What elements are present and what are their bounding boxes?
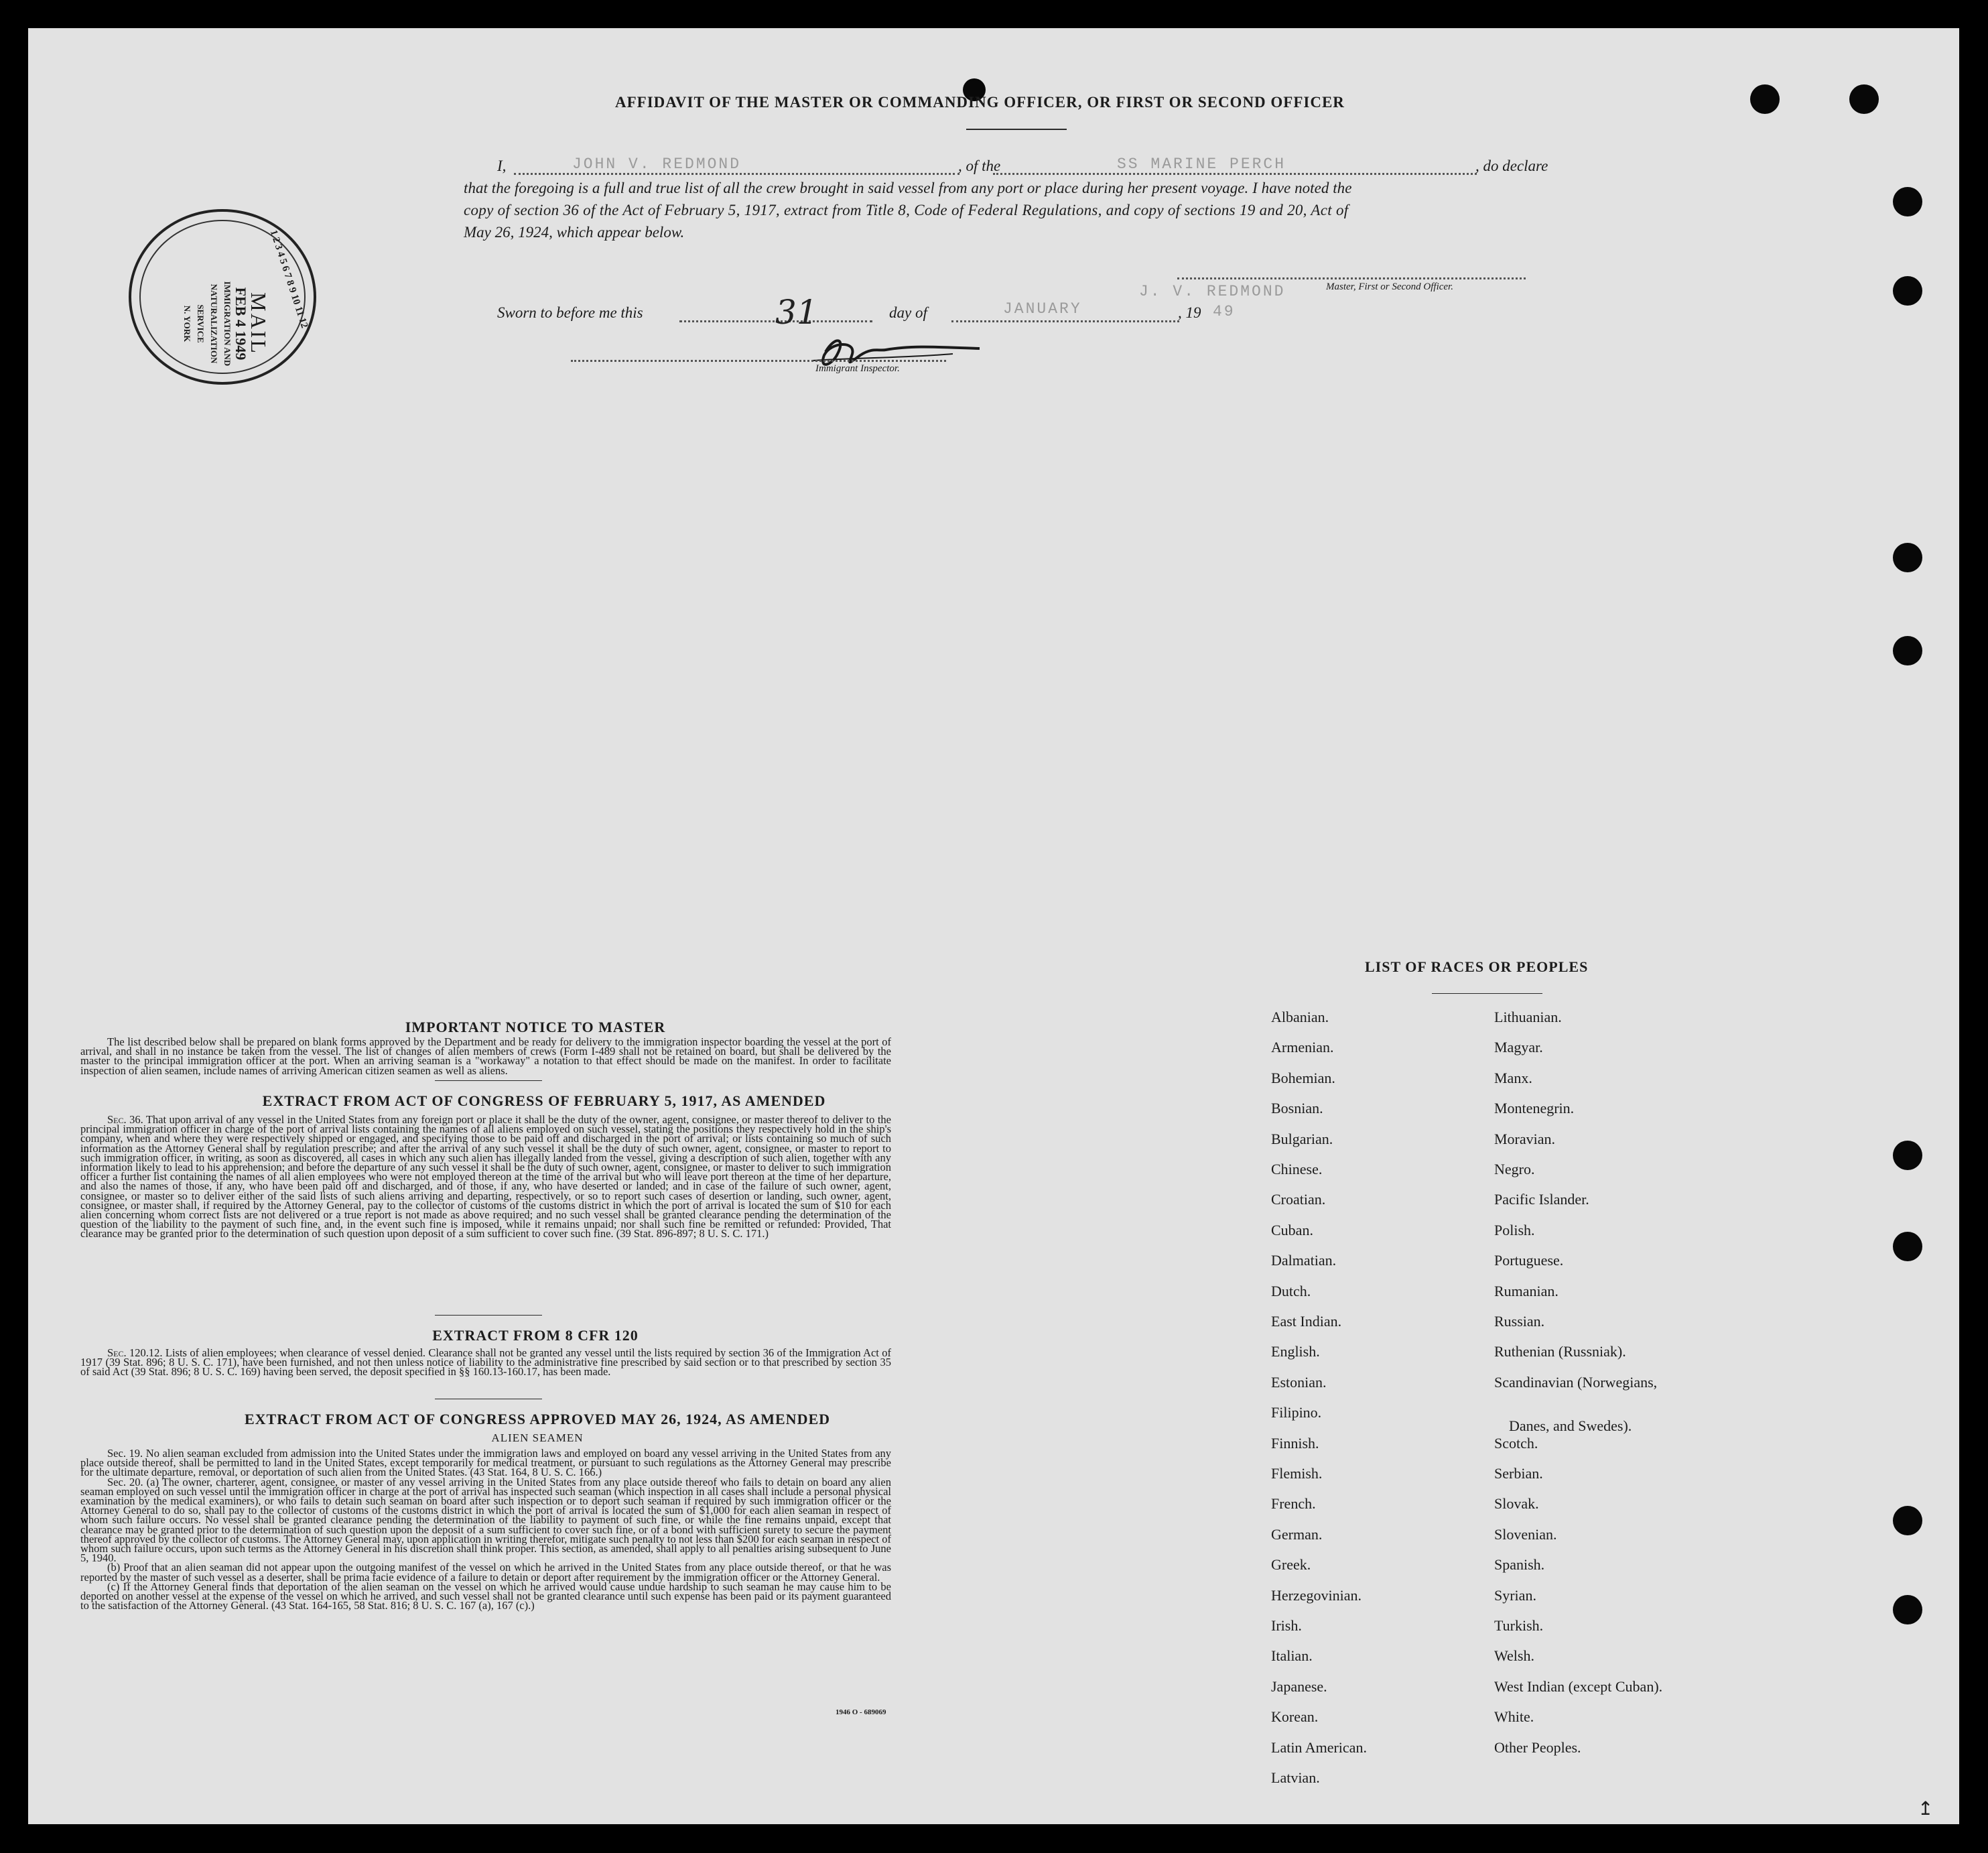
punch-hole [1849, 84, 1879, 114]
race-item: Scandinavian (Norwegians, [1494, 1373, 1658, 1391]
race-item: Albanian. [1271, 1009, 1329, 1025]
notice-text [80, 1037, 891, 1076]
race-item: Moravian. [1494, 1130, 1556, 1147]
title-underline [966, 129, 1067, 130]
affidavit-line-3: May 26, 1924, which appear below. [464, 224, 685, 241]
extract-1924-subtitle: ALIEN SEAMEN [491, 1431, 584, 1444]
race-item: Bulgarian. [1271, 1130, 1333, 1147]
document-page [28, 28, 1959, 1824]
race-item: Slovak. [1494, 1495, 1539, 1513]
race-item: Polish. [1494, 1221, 1535, 1238]
inspector-caption: Immigrant Inspector. [815, 363, 900, 374]
race-item: Finnish. [1271, 1434, 1319, 1452]
punch-hole [1893, 543, 1922, 572]
punch-hole [1893, 276, 1922, 306]
sec-120-text: Lists of alien employees; when clearance of vessel denied. Clearance shall not be granted any vessel until the lists required by section 36 of the Immigration Act of 1917 (39 Stat. 896; 8 U. S. C. 171), have been furnished, and not then unless notice of liability to the administrative fine prescribed by said section or to that prescribed by section 35 of said Act (39 Stat. 896; 8 U. S. C. 169) having been served, the deposit specified in §§ 160.13-160.17, has been made. [80, 1346, 892, 1379]
race-item: Slovenian. [1494, 1525, 1557, 1543]
race-item: Filipino. [1271, 1404, 1322, 1421]
extract-1917-text [80, 1115, 891, 1239]
race-item: Latvian. [1271, 1769, 1320, 1786]
extract-1917-title: EXTRACT FROM ACT OF CONGRESS OF FEBRUARY 5, 1917, AS AMENDED [262, 1092, 826, 1109]
races-underline [1432, 993, 1542, 994]
sworn-text: Sworn to before me this [497, 304, 643, 321]
sec-20a-paragraph: Sec. 20. (a) The owner, charterer, agent, consignee, or master of any vessel arriving in the United States from any place outside thereof who fails to detain on board any alien seaman employed on such vessel until the immigration officer in charge at the port of arrival has inspected such seaman (which inspection in all cases shall include a personal physical examination by the medical examiners), or who fails to detain such seaman on board after such inspection or to deport such seaman if required by such immigration officer or the Attorney General to do so, shall pay to the collector of customs of the customs district in which the port of arrival is located the sum of $1,000 for each alien seaman in respect of whom such failure occurs. No vessel shall be granted clearance pending the determination of the liability to payment of such fine, or while the fine remains unpaid, except that clearance may be granted prior to the determination of such question upon the deposit of a sum sufficient to cover such fine, or of a bond with sufficient surety to secure the payment thereof approved by the collector of customs. The Attorney General may, upon application in writing therefor, mitigate such penalty to not less than $200 for each seaman in respect of whom such failure occurs, upon such terms as the Attorney General in his discretion shall think proper. This section, as amended, shall apply to all penalties arising subsequent to June 5, 1940. [80, 1475, 891, 1565]
race-item: Irish. [1271, 1617, 1302, 1634]
punch-hole [1893, 1595, 1922, 1624]
race-item: Welsh. [1494, 1647, 1534, 1665]
race-item: Japanese. [1271, 1677, 1327, 1695]
race-item: French. [1271, 1495, 1316, 1513]
punch-hole [1893, 1232, 1922, 1261]
race-item: Other Peoples. [1494, 1738, 1581, 1756]
extract-1917-paragraph [80, 1115, 891, 1239]
notice-title: IMPORTANT NOTICE TO MASTER [405, 1019, 666, 1035]
race-item: Bosnian. [1271, 1100, 1323, 1117]
punch-hole [1893, 1141, 1922, 1170]
sworn-day: 31 [775, 293, 818, 332]
races-title: LIST OF RACES OR PEOPLES [1365, 958, 1589, 975]
stamp-ring-numbers: 1 2 3 4 5 6 7 8 9 10 11 12 [267, 229, 310, 330]
race-item: Chinese. [1271, 1161, 1323, 1177]
affidavit-line-2: copy of section 36 of the Act of February 5, 1917, extract from Title 8, Code of Federal Regulations, and copy of sections 19 and 20, Act of [464, 202, 1349, 218]
race-item: Negro. [1494, 1161, 1535, 1177]
race-item: Flemish. [1271, 1465, 1323, 1482]
punch-hole [1893, 636, 1922, 665]
race-item: Herzegovinian. [1271, 1586, 1362, 1604]
print-code: 1946 O - 689069 [836, 1708, 886, 1716]
race-item: Scotch. [1494, 1434, 1538, 1452]
race-item: Greek. [1271, 1556, 1311, 1574]
stamp-agency-2: NATURALIZATION [209, 283, 219, 364]
extract-1924-title: EXTRACT FROM ACT OF CONGRESS APPROVED MAY 26, 1924, AS AMENDED [244, 1411, 831, 1427]
year-prefix: , 19 [1178, 304, 1201, 321]
race-item: White. [1494, 1708, 1534, 1726]
sec-36-label: Sec. 36. [107, 1113, 143, 1126]
race-item: Armenian. [1271, 1039, 1334, 1056]
master-signature-line [1177, 277, 1526, 279]
sworn-month: JANUARY [1003, 300, 1082, 318]
vessel-name: SS MARINE PERCH [1117, 155, 1286, 173]
stamp-mail: MAIL [247, 292, 271, 355]
race-item: Rumanian. [1494, 1282, 1559, 1299]
race-item: Spanish. [1494, 1556, 1545, 1574]
stamp-agency-1: IMMIGRATION AND [222, 281, 233, 367]
stamp-agency-3: SERVICE [196, 304, 206, 343]
punch-hole [1893, 1506, 1922, 1535]
declare-prefix: I, [497, 157, 507, 174]
race-item: Bohemian. [1271, 1069, 1335, 1086]
sec-19-paragraph: Sec. 19. No alien seaman excluded from admission into the United States under the immigration laws and employed on board any vessel arriving in the United States from any place outside thereof, shall be permitted to land in the United States, except temporarily for medical treatment, or pursuant to such regulations as the Attorney General may prescribe for the ultimate departure, removal, or deportation of such alien from the United States. (43 Stat. 164, 8 U. S. C. 166.) [80, 1447, 891, 1479]
mail-stamp [129, 209, 316, 385]
race-item: Dalmatian. [1271, 1252, 1337, 1269]
race-item: Pacific Islander. [1494, 1191, 1589, 1208]
officer-name: JOHN V. REDMOND [572, 155, 742, 173]
race-item: Portuguese. [1494, 1252, 1564, 1269]
sec-20c-paragraph: (c) If the Attorney General finds that deportation of the alien seaman on the vessel on which he arrived would cause undue hardship to such seaman he may cause him to be deported on another vessel at the expense of the vessel on which he arrived, and such vessel shall not be granted clearance until such expense has been paid or its payment guaranteed to the satisfaction of the Attorney General. (43 Stat. 164-165, 58 Stat. 816; 8 U. S. C. 167 (a), 167 (c).) [80, 1580, 891, 1612]
sec-20b-paragraph: (b) Proof that an alien seaman did not appear upon the outgoing manifest of the vessel on which he arrived in the United States from any place outside thereof, or that he was reported by the master of such vessel as a deserter, shall be prima facie evidence of a failure to detain or deport after requirement by the immigration officer or the Attorney General. [80, 1561, 891, 1584]
divider [435, 1315, 542, 1316]
race-item: Danes, and Swedes). [1509, 1417, 1632, 1435]
race-item: Korean. [1271, 1708, 1319, 1726]
affidavit-line-1: that the foregoing is a full and true list of all the crew brought in said vessel from any port or place during her present voyage. I have noted the [464, 180, 1352, 196]
do-declare-text: , do declare [1475, 157, 1548, 174]
race-item: Russian. [1494, 1313, 1545, 1330]
signature-typed: J. V. REDMOND [1139, 283, 1286, 300]
race-item: Turkish. [1494, 1617, 1544, 1634]
of-the-text: , of the [958, 157, 1001, 174]
stamp-center [180, 250, 270, 397]
race-item: Latin American. [1271, 1738, 1367, 1756]
stamp-date: FEB 4 1949 [233, 287, 249, 361]
race-item: Magyar. [1494, 1039, 1543, 1056]
stamp-location: N. YORK [182, 305, 192, 342]
race-item: Ruthenian (Russniak). [1494, 1343, 1626, 1360]
extract-cfr-paragraph [80, 1348, 891, 1377]
name-line [514, 173, 959, 175]
race-item: West Indian (except Cuban). [1494, 1677, 1663, 1695]
corner-mark: ↥ [1918, 1799, 1934, 1819]
sworn-year: 49 [1213, 303, 1236, 320]
race-item: Serbian. [1494, 1465, 1543, 1482]
vessel-line [993, 173, 1477, 175]
notice-paragraph: The list described below shall be prepared on blank forms approved by the Department and be ready for delivery to the immigration inspector boarding the vessel at the port of arrival, and shall in no instance be taken from the vessel. The list of changes of alien members of crews (Form I-489 shall not be retained on board, but shall be delivered by the master to the principal immigration officer at the port. When an arriving seaman is a "workaway" a notation to that effect should be made on the manifest. In order to facilitate inspection of alien seamen, include names of arriving American citizen seamen as well as aliens. [80, 1035, 891, 1077]
punch-hole [1750, 84, 1780, 114]
divider [435, 1080, 542, 1081]
extract-1924-text [80, 1449, 891, 1610]
race-item: Italian. [1271, 1647, 1313, 1665]
extract-cfr-title: EXTRACT FROM 8 CFR 120 [432, 1327, 639, 1344]
race-item: German. [1271, 1525, 1323, 1543]
race-item: Manx. [1494, 1069, 1532, 1086]
punch-hole [1893, 187, 1922, 216]
race-item: Syrian. [1494, 1586, 1536, 1604]
day-of-text: day of [889, 304, 927, 321]
race-item: English. [1271, 1343, 1320, 1360]
month-line [951, 320, 1179, 322]
race-item: Estonian. [1271, 1373, 1327, 1391]
race-item: Dutch. [1271, 1282, 1311, 1299]
affidavit-title: AFFIDAVIT OF THE MASTER OR COMMANDING OFFICER, OR FIRST OR SECOND OFFICER [615, 94, 1345, 111]
inspector-signature-line [571, 360, 946, 362]
sec-36-text: That upon arrival of any vessel in the United States from any foreign port or place it shall be the duty of the owner, agent, consignee, or master thereof to deliver to the principal immigration officer in charge of the port of arrival lists containing the names of all aliens employed on such vessel, stating the positions they respectively hold in the ship's company, when and where they were respectively shipped or engaged, and specifying those to be paid off and discharged in the port of arrival; or lists containing so much of such information as the Attorney General shall by regulation prescribe; and after the arrival of any such vessel it shall be the duty of such owner, agent, consignee, or master to report to such immigration officer, in writing, as soon as discovered, all cases in which any such alien has illegally landed from the vessel, giving a description of such alien, together with any information likely to lead to his apprehension; and before the departure of any such vessel it shall be the duty of such owner, agent, consignee, or master to deliver to such immigration officer a further list containing the names of all alien employees who were not employed thereon at the time of the arrival but who will leave port thereon at the time of her departure, and also the names of those, if any, who have been paid off and discharged, and of those, if any, who have deserted or landed; and in case of the failure of such owner, agent, consignee, or master so to deliver either of the said lists of such aliens arriving and departing, respectively, or so to report such cases of desertion or landing, such owner, agent, consignee, or master shall, if required by the Attorney General, pay to the collector of customs of the customs district in which the port of arrival is located the sum of $10 for each alien concerning whom correct lists are not delivered or a true report is not made as above required; and no such vessel shall be granted clearance pending the determination of the question of the liability to the payment of such fine, and, in the event such fine is imposed, while it remains unpaid; nor shall such fine be remitted or refunded: Provided, That clearance may be granted prior to the determination of such question upon deposit of a sum sufficient to cover such fine. (39 Stat. 896-897; 8 U. S. C. 171.) [80, 1113, 891, 1240]
race-item: Lithuanian. [1494, 1009, 1562, 1025]
race-item: Montenegrin. [1494, 1100, 1575, 1117]
race-item: East Indian. [1271, 1313, 1342, 1330]
sec-120-label: Sec. 120.12. [107, 1346, 163, 1359]
race-item: Cuban. [1271, 1221, 1313, 1238]
extract-cfr-text [80, 1348, 891, 1377]
master-caption: Master, First or Second Officer. [1326, 281, 1453, 292]
race-item: Croatian. [1271, 1191, 1326, 1208]
